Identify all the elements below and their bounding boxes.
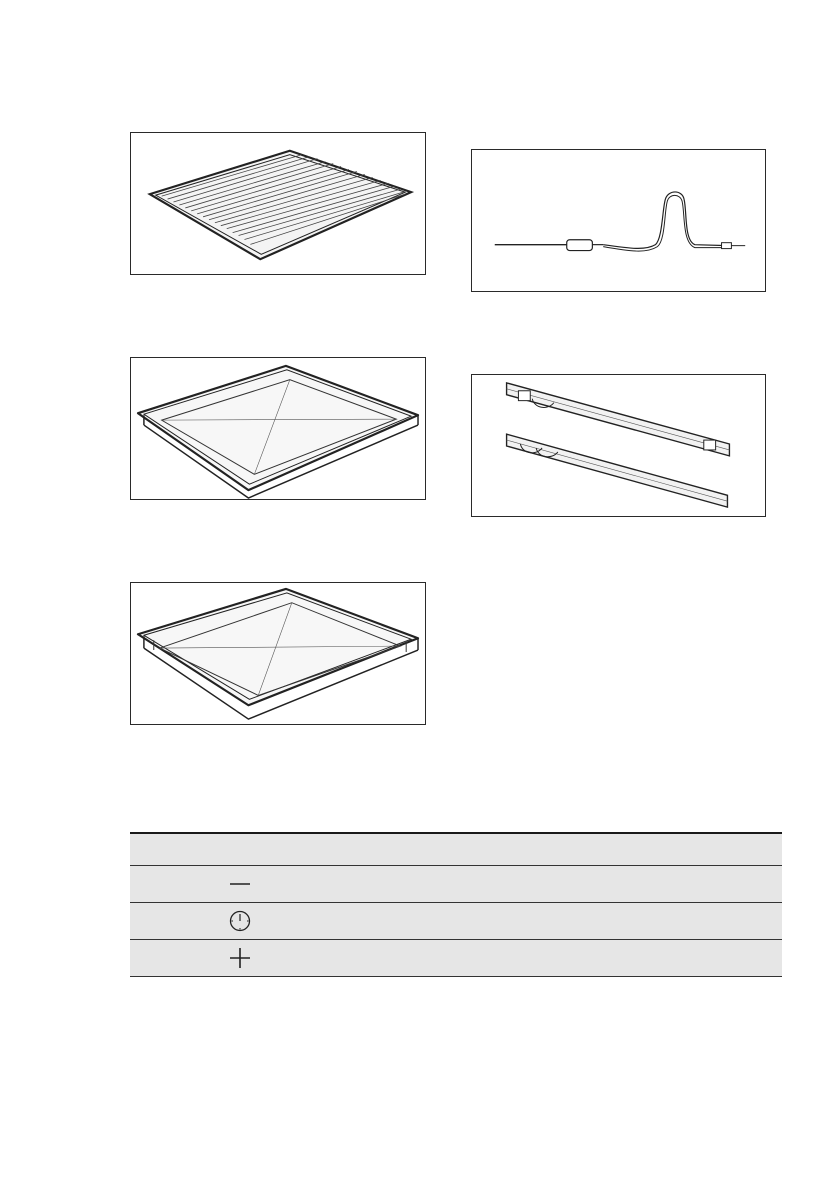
- header-function: [275, 833, 529, 866]
- row-description: [529, 903, 783, 940]
- header-number: [130, 833, 205, 866]
- row-description: [529, 866, 783, 903]
- baking-tray-illustration: [130, 357, 426, 500]
- table-row: [130, 903, 782, 940]
- row-function: [275, 903, 529, 940]
- baking-tray-icon: [131, 358, 425, 499]
- row-number: [130, 940, 205, 977]
- wire-shelf-icon: [131, 133, 425, 274]
- telescopic-runners-illustration: [471, 374, 766, 517]
- table-row: [130, 866, 782, 903]
- telescopic-runners-icon: [472, 375, 765, 516]
- food-sensor-icon: [472, 150, 765, 291]
- header-symbol: [205, 833, 275, 866]
- plus-icon: [205, 940, 275, 977]
- wire-shelf-illustration: [130, 132, 426, 275]
- grill-roasting-pan-illustration: [130, 582, 426, 725]
- row-number: [130, 903, 205, 940]
- buttons-table: [130, 832, 782, 977]
- minus-icon: [205, 866, 275, 903]
- row-description: [529, 940, 783, 977]
- table-header-row: [130, 833, 782, 866]
- table-row: [130, 940, 782, 977]
- row-function: [275, 866, 529, 903]
- row-function: [275, 940, 529, 977]
- grill-roasting-pan-icon: [131, 583, 425, 724]
- food-sensor-illustration: [471, 149, 766, 292]
- clock-icon: [205, 903, 275, 940]
- header-description: [529, 833, 783, 866]
- row-number: [130, 866, 205, 903]
